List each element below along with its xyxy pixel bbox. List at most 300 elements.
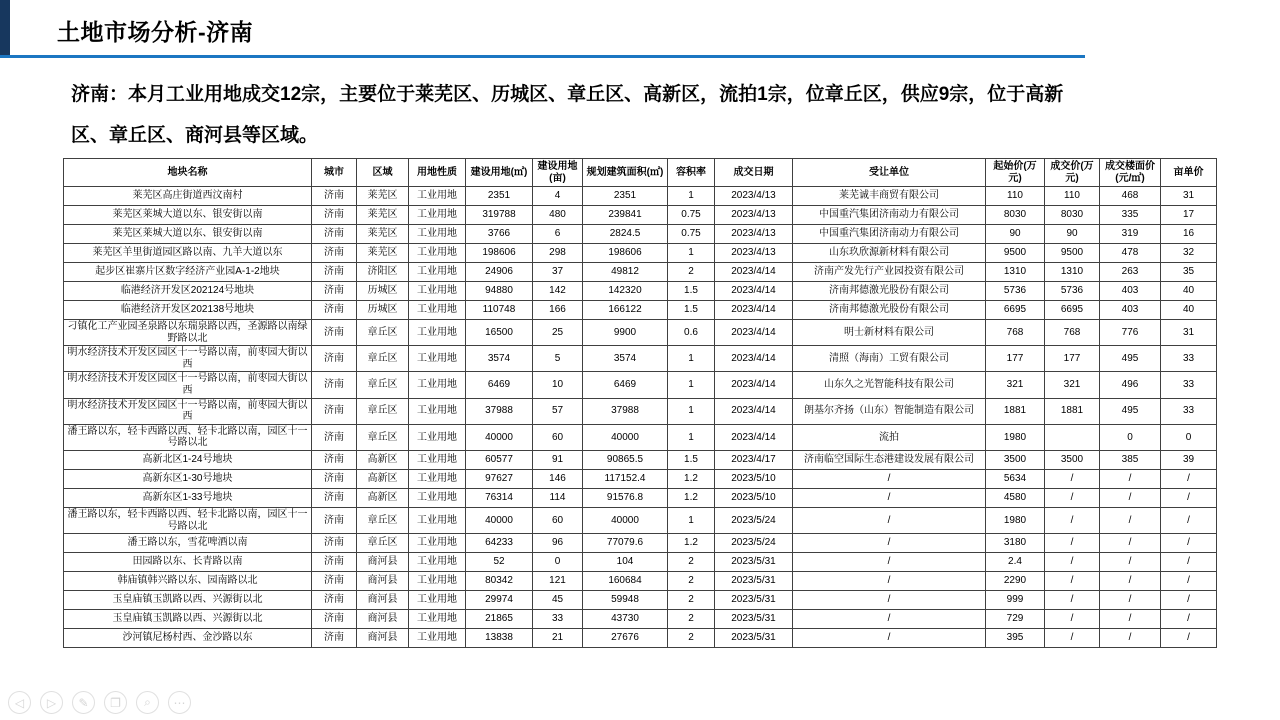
- table-cell: 工业用地: [409, 372, 466, 398]
- table-cell: /: [1045, 610, 1100, 629]
- right-arrow-icon: ▷: [46, 695, 57, 710]
- table-cell: 6469: [466, 372, 533, 398]
- table-cell: 高新区: [357, 450, 409, 469]
- table-cell: 工业用地: [409, 398, 466, 424]
- table-cell: 403: [1100, 282, 1161, 301]
- table-cell: 198606: [583, 244, 668, 263]
- table-cell: 2.4: [986, 553, 1045, 572]
- table-row: [64, 591, 1217, 610]
- table-cell: 17: [1161, 206, 1217, 225]
- table-cell: 2023/5/31: [715, 553, 793, 572]
- table-cell: 1: [668, 187, 715, 206]
- table-cell: 济南: [312, 244, 357, 263]
- table-cell: 40000: [583, 507, 668, 533]
- table-cell: 工业用地: [409, 534, 466, 553]
- table-cell: 495: [1100, 346, 1161, 372]
- table-cell: 29974: [466, 591, 533, 610]
- table-cell: 76314: [466, 488, 533, 507]
- more-options-button[interactable]: [168, 691, 191, 714]
- table-cell: /: [1100, 572, 1161, 591]
- table-cell: 27676: [583, 629, 668, 648]
- table-cell: 2: [668, 610, 715, 629]
- table-cell: 321: [1045, 372, 1100, 398]
- table-cell: 1.2: [668, 469, 715, 488]
- summary-line-1: 济南：本月工业用地成交12宗，主要位于莱芜区、历城区、章丘区、高新区，流拍1宗，位章丘区，供应9宗，位于高新: [71, 84, 1064, 105]
- table-cell: /: [1045, 534, 1100, 553]
- table-cell: 40000: [466, 424, 533, 450]
- table-cell: 3766: [466, 225, 533, 244]
- table-cell: 山东玖欣源新材料有限公司: [793, 244, 986, 263]
- table-cell: 91576.8: [583, 488, 668, 507]
- table-cell: 1310: [1045, 263, 1100, 282]
- table-header-cell: 成交价(万元): [1045, 159, 1100, 187]
- table-cell: 济南: [312, 469, 357, 488]
- table-cell: 1.2: [668, 534, 715, 553]
- table-row: [64, 488, 1217, 507]
- table-cell: 60577: [466, 450, 533, 469]
- table-cell: 工业用地: [409, 450, 466, 469]
- table-cell: 山东久之光智能科技有限公司: [793, 372, 986, 398]
- table-cell: /: [1161, 507, 1217, 533]
- previous-slide-button[interactable]: [8, 691, 31, 714]
- table-cell: 韩庙镇韩兴路以东、园南路以北: [64, 572, 312, 591]
- table-cell: 潘王路以东，雪花啤酒以南: [64, 534, 312, 553]
- table-cell: 1.5: [668, 450, 715, 469]
- table-cell: 33: [1161, 398, 1217, 424]
- table-cell: 40000: [466, 507, 533, 533]
- table-cell: 16: [1161, 225, 1217, 244]
- table-cell: 298: [533, 244, 583, 263]
- table-cell: 1: [668, 507, 715, 533]
- table-row: [64, 320, 1217, 346]
- table-cell: 起步区崔寨片区数字经济产业园A-1-2地块: [64, 263, 312, 282]
- table-cell: 776: [1100, 320, 1161, 346]
- table-header-cell: 城市: [312, 159, 357, 187]
- table-cell: 6: [533, 225, 583, 244]
- table-cell: 2023/4/14: [715, 424, 793, 450]
- table-cell: 32: [1161, 244, 1217, 263]
- table-cell: 2023/5/10: [715, 469, 793, 488]
- table-cell: 2023/4/14: [715, 372, 793, 398]
- table-cell: 10: [533, 372, 583, 398]
- table-cell: 59948: [583, 591, 668, 610]
- table-cell: 21: [533, 629, 583, 648]
- table-cell: 济南: [312, 282, 357, 301]
- table-cell: /: [1045, 572, 1100, 591]
- table-cell: 177: [986, 346, 1045, 372]
- table-cell: 2: [668, 591, 715, 610]
- table-cell: 21865: [466, 610, 533, 629]
- table-cell: 工业用地: [409, 591, 466, 610]
- table-cell: 43730: [583, 610, 668, 629]
- table-cell: 166122: [583, 301, 668, 320]
- pen-tool-button[interactable]: [72, 691, 95, 714]
- table-cell: 莱芜区: [357, 206, 409, 225]
- table-cell: 2: [668, 263, 715, 282]
- table-cell: 2023/5/31: [715, 629, 793, 648]
- table-cell: 9500: [986, 244, 1045, 263]
- table-cell: 工业用地: [409, 469, 466, 488]
- table-cell: 2824.5: [583, 225, 668, 244]
- table-cell: 142320: [583, 282, 668, 301]
- table-cell: 章丘区: [357, 320, 409, 346]
- table-cell: 工业用地: [409, 488, 466, 507]
- table-cell: 52: [466, 553, 533, 572]
- table-cell: /: [793, 469, 986, 488]
- table-header-cell: 建设用地(亩): [533, 159, 583, 187]
- table-cell: 济南临空国际生态港建设发展有限公司: [793, 450, 986, 469]
- table-cell: 6695: [1045, 301, 1100, 320]
- table-cell: 中国重汽集团济南动力有限公司: [793, 206, 986, 225]
- table-header-cell: 成交日期: [715, 159, 793, 187]
- table-cell: 2023/5/31: [715, 572, 793, 591]
- table-cell: 莱芜区: [357, 225, 409, 244]
- table-cell: 321: [986, 372, 1045, 398]
- table-cell: 1310: [986, 263, 1045, 282]
- table-cell: /: [1045, 553, 1100, 572]
- table-cell: 6695: [986, 301, 1045, 320]
- table-cell: 济南: [312, 301, 357, 320]
- table-cell: 济南: [312, 450, 357, 469]
- table-cell: 高新北区1-24号地块: [64, 450, 312, 469]
- table-cell: 工业用地: [409, 282, 466, 301]
- table-cell: 商河县: [357, 553, 409, 572]
- table-cell: 239841: [583, 206, 668, 225]
- table-cell: 商河县: [357, 572, 409, 591]
- table-cell: 9900: [583, 320, 668, 346]
- table-cell: 历城区: [357, 301, 409, 320]
- table-cell: /: [1161, 610, 1217, 629]
- table-cell: 94880: [466, 282, 533, 301]
- table-cell: 110748: [466, 301, 533, 320]
- table-header-cell: 地块名称: [64, 159, 312, 187]
- table-cell: 2: [668, 572, 715, 591]
- table-cell: 31: [1161, 187, 1217, 206]
- table-cell: 工业用地: [409, 507, 466, 533]
- table-cell: 潘王路以东，轻卡西路以西、轻卡北路以南，园区十一号路以北: [64, 424, 312, 450]
- table-cell: 济南产发先行产业园投资有限公司: [793, 263, 986, 282]
- table-cell: 济南: [312, 206, 357, 225]
- table-cell: 480: [533, 206, 583, 225]
- table-cell: /: [1045, 629, 1100, 648]
- table-header-cell: 用地性质: [409, 159, 466, 187]
- table-cell: 729: [986, 610, 1045, 629]
- table-cell: 2023/4/13: [715, 187, 793, 206]
- table-cell: 济南: [312, 488, 357, 507]
- table-cell: /: [793, 629, 986, 648]
- table-cell: /: [1045, 507, 1100, 533]
- table-row: [64, 534, 1217, 553]
- table-cell: /: [793, 534, 986, 553]
- table-row: [64, 263, 1217, 282]
- table-cell: 104: [583, 553, 668, 572]
- table-cell: 济南: [312, 372, 357, 398]
- table-cell: 6469: [583, 372, 668, 398]
- table-cell: 沙河镇尼杨村西、金沙路以东: [64, 629, 312, 648]
- table-cell: 0.6: [668, 320, 715, 346]
- table-cell: 济南: [312, 553, 357, 572]
- table-cell: 5736: [1045, 282, 1100, 301]
- table-cell: 90: [986, 225, 1045, 244]
- table-cell: 1.5: [668, 282, 715, 301]
- table-cell: 77079.6: [583, 534, 668, 553]
- table-cell: 3574: [466, 346, 533, 372]
- table-cell: 0.75: [668, 206, 715, 225]
- table-cell: 中国重汽集团济南动力有限公司: [793, 225, 986, 244]
- table-row: [64, 469, 1217, 488]
- table-cell: 0.75: [668, 225, 715, 244]
- table-cell: 1: [668, 346, 715, 372]
- table-cell: 高新东区1-30号地块: [64, 469, 312, 488]
- table-cell: 110: [1045, 187, 1100, 206]
- table-cell: 1: [668, 244, 715, 263]
- table-cell: 莱芜区羊里街道园区路以南、九羊大道以东: [64, 244, 312, 263]
- table-cell: 263: [1100, 263, 1161, 282]
- table-cell: 工业用地: [409, 610, 466, 629]
- table-cell: 121: [533, 572, 583, 591]
- table-row: [64, 282, 1217, 301]
- table-cell: 明水经济技术开发区园区十一号路以南，前枣园大街以西: [64, 398, 312, 424]
- table-cell: 2351: [583, 187, 668, 206]
- pen-icon: ✎: [78, 695, 89, 710]
- table-cell: /: [1045, 591, 1100, 610]
- table-cell: /: [1100, 507, 1161, 533]
- next-slide-button[interactable]: [40, 691, 63, 714]
- table-cell: 明水经济技术开发区园区十一号路以南，前枣园大街以西: [64, 346, 312, 372]
- table-row: [64, 398, 1217, 424]
- table-header-cell: 亩单价: [1161, 159, 1217, 187]
- table-cell: 1980: [986, 424, 1045, 450]
- table-cell: /: [1161, 488, 1217, 507]
- table-cell: 朗基尔齐扬（山东）智能制造有限公司: [793, 398, 986, 424]
- table-cell: 2023/4/14: [715, 346, 793, 372]
- table-cell: 章丘区: [357, 507, 409, 533]
- table-cell: 清照（海南）工贸有限公司: [793, 346, 986, 372]
- table-cell: 319788: [466, 206, 533, 225]
- table-cell: 章丘区: [357, 346, 409, 372]
- table-cell: 3500: [1045, 450, 1100, 469]
- table-cell: 5: [533, 346, 583, 372]
- table-cell: 2023/4/13: [715, 206, 793, 225]
- table-cell: 177: [1045, 346, 1100, 372]
- table-cell: 明水经济技术开发区园区十一号路以南，前枣园大街以西: [64, 372, 312, 398]
- table-row: [64, 225, 1217, 244]
- table-cell: 流拍: [793, 424, 986, 450]
- table-cell: 468: [1100, 187, 1161, 206]
- table-cell: 2351: [466, 187, 533, 206]
- table-cell: 玉皇庙镇玉凯路以西、兴源街以北: [64, 610, 312, 629]
- table-cell: 莱芜区莱城大道以东、银安街以南: [64, 206, 312, 225]
- table-cell: 1: [668, 372, 715, 398]
- table-cell: 1881: [1045, 398, 1100, 424]
- table-cell: 385: [1100, 450, 1161, 469]
- table-cell: 2023/4/17: [715, 450, 793, 469]
- table-cell: 工业用地: [409, 553, 466, 572]
- title-accent-bar: [0, 0, 10, 55]
- table-cell: /: [1100, 469, 1161, 488]
- table-row: [64, 301, 1217, 320]
- table-row: [64, 629, 1217, 648]
- table-cell: 8030: [1045, 206, 1100, 225]
- table-cell: 2023/5/10: [715, 488, 793, 507]
- table-cell: 91: [533, 450, 583, 469]
- slides-overview-button[interactable]: [104, 691, 127, 714]
- table-cell: 40: [1161, 282, 1217, 301]
- table-cell: 33: [1161, 372, 1217, 398]
- table-cell: 5736: [986, 282, 1045, 301]
- table-cell: 39: [1161, 450, 1217, 469]
- table-cell: 济南: [312, 507, 357, 533]
- table-cell: 31: [1161, 320, 1217, 346]
- table-cell: 335: [1100, 206, 1161, 225]
- table-cell: 工业用地: [409, 206, 466, 225]
- table-row: [64, 450, 1217, 469]
- table-cell: 0: [1161, 424, 1217, 450]
- table-cell: /: [1045, 488, 1100, 507]
- table-cell: 3574: [583, 346, 668, 372]
- table-cell: [1045, 424, 1100, 450]
- table-cell: 142: [533, 282, 583, 301]
- table-cell: 16500: [466, 320, 533, 346]
- table-cell: 37988: [466, 398, 533, 424]
- table-cell: 潘王路以东，轻卡西路以西、轻卡北路以南，园区十一号路以北: [64, 507, 312, 533]
- table-cell: 莱芜区高庄街道西汶南村: [64, 187, 312, 206]
- table-cell: 40: [1161, 301, 1217, 320]
- table-cell: /: [793, 572, 986, 591]
- table-cell: /: [1161, 469, 1217, 488]
- table-cell: 工业用地: [409, 629, 466, 648]
- table-cell: 8030: [986, 206, 1045, 225]
- table-cell: 工业用地: [409, 424, 466, 450]
- table-cell: 济阳区: [357, 263, 409, 282]
- table-cell: 2023/4/13: [715, 225, 793, 244]
- left-arrow-icon: ◁: [14, 695, 25, 710]
- zoom-tool-button[interactable]: [136, 691, 159, 714]
- table-cell: 济南: [312, 591, 357, 610]
- table-cell: 1: [668, 424, 715, 450]
- table-cell: 济南: [312, 225, 357, 244]
- table-cell: 工业用地: [409, 346, 466, 372]
- table-cell: /: [1100, 610, 1161, 629]
- table-row: [64, 507, 1217, 533]
- table-cell: 高新东区1-33号地块: [64, 488, 312, 507]
- table-header-cell: 受让单位: [793, 159, 986, 187]
- table-cell: 5634: [986, 469, 1045, 488]
- table-cell: 济南邦德激光股份有限公司: [793, 282, 986, 301]
- table-cell: 商河县: [357, 591, 409, 610]
- table-cell: 济南: [312, 187, 357, 206]
- table-cell: 2023/5/24: [715, 507, 793, 533]
- table-cell: 临港经济开发区202138号地块: [64, 301, 312, 320]
- table-cell: /: [1161, 591, 1217, 610]
- table-cell: 96: [533, 534, 583, 553]
- table-cell: 999: [986, 591, 1045, 610]
- table-cell: 35: [1161, 263, 1217, 282]
- table-row: [64, 610, 1217, 629]
- table-cell: 济南: [312, 263, 357, 282]
- table-row: [64, 244, 1217, 263]
- table-cell: 0: [533, 553, 583, 572]
- ellipsis-icon: ⋯: [173, 695, 186, 710]
- table-cell: 166: [533, 301, 583, 320]
- table-cell: /: [1100, 629, 1161, 648]
- table-cell: 2023/4/14: [715, 398, 793, 424]
- table-cell: /: [793, 591, 986, 610]
- table-cell: 45: [533, 591, 583, 610]
- table-cell: /: [793, 507, 986, 533]
- table-cell: 3180: [986, 534, 1045, 553]
- table-header-cell: 规划建筑面积(㎡): [583, 159, 668, 187]
- table-cell: 768: [986, 320, 1045, 346]
- table-cell: 工业用地: [409, 225, 466, 244]
- table-cell: 1881: [986, 398, 1045, 424]
- table-cell: 济南: [312, 424, 357, 450]
- table-header-cell: 容积率: [668, 159, 715, 187]
- table-cell: /: [1100, 534, 1161, 553]
- table-cell: 工业用地: [409, 572, 466, 591]
- table-cell: 章丘区: [357, 534, 409, 553]
- table-row: [64, 553, 1217, 572]
- table-row: [64, 572, 1217, 591]
- table-cell: 刁镇化工产业园圣泉路以东瑞泉路以西，圣源路以南绿野路以北: [64, 320, 312, 346]
- table-cell: 90865.5: [583, 450, 668, 469]
- table-cell: 60: [533, 424, 583, 450]
- table-cell: 24906: [466, 263, 533, 282]
- table-row: [64, 206, 1217, 225]
- table-cell: /: [1161, 534, 1217, 553]
- table-cell: 2: [668, 629, 715, 648]
- table-cell: 160684: [583, 572, 668, 591]
- table-cell: 40000: [583, 424, 668, 450]
- table-cell: 1: [668, 398, 715, 424]
- table-cell: 2023/4/14: [715, 263, 793, 282]
- table-cell: 146: [533, 469, 583, 488]
- table-cell: 商河县: [357, 610, 409, 629]
- table-cell: 395: [986, 629, 1045, 648]
- slideshow-controls: [8, 691, 191, 714]
- table-cell: 莱芜诚丰商贸有限公司: [793, 187, 986, 206]
- table-cell: /: [1100, 488, 1161, 507]
- table-cell: 2290: [986, 572, 1045, 591]
- table-cell: 114: [533, 488, 583, 507]
- table-cell: 2023/5/24: [715, 534, 793, 553]
- summary-line-2: 区、章丘区、商河县等区域。: [71, 125, 319, 146]
- table-cell: 478: [1100, 244, 1161, 263]
- table-cell: 97627: [466, 469, 533, 488]
- table-cell: 章丘区: [357, 398, 409, 424]
- land-transactions-table-container: [63, 158, 1216, 648]
- table-cell: 商河县: [357, 629, 409, 648]
- table-header-cell: 建设用地(㎡): [466, 159, 533, 187]
- table-row: [64, 187, 1217, 206]
- table-cell: 济南: [312, 610, 357, 629]
- table-cell: 1.2: [668, 488, 715, 507]
- table-cell: 60: [533, 507, 583, 533]
- table-header-cell: 起始价(万元): [986, 159, 1045, 187]
- table-cell: 33: [1161, 346, 1217, 372]
- table-cell: 高新区: [357, 488, 409, 507]
- table-cell: 0: [1100, 424, 1161, 450]
- table-cell: /: [793, 553, 986, 572]
- table-cell: 2023/4/14: [715, 301, 793, 320]
- summary-text: [71, 74, 1213, 156]
- table-cell: 2023/4/14: [715, 320, 793, 346]
- table-header-cell: 成交楼面价(元/㎡): [1100, 159, 1161, 187]
- table-cell: 济南: [312, 398, 357, 424]
- table-cell: /: [1045, 469, 1100, 488]
- table-cell: 4580: [986, 488, 1045, 507]
- table-cell: 明士新材料有限公司: [793, 320, 986, 346]
